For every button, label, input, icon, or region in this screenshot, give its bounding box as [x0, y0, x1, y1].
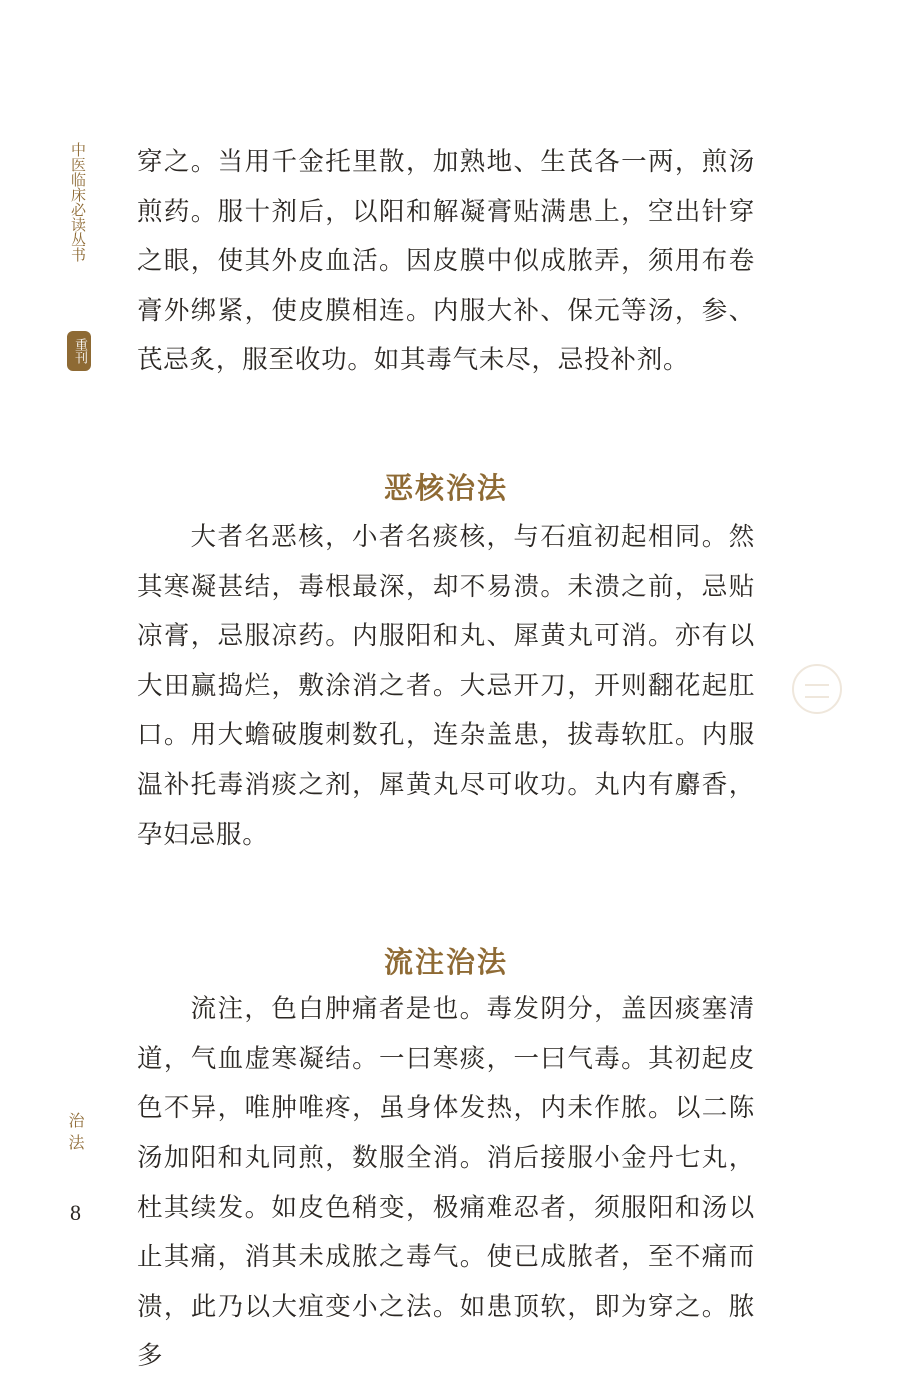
watermark-logo [792, 664, 842, 714]
intro-paragraph: 穿之。当用千金托里散，加熟地、生芪各一两，煎汤煎药。服十剂后，以阳和解凝膏贴满患上，空出针穿之眼，使其外皮血活。因皮膜中似成脓弄，须用布卷膏外绑紧，使皮膜相连。内服大补、保元等汤，参、芪忌炙，服至收功。如其毒气未尽，忌投补剂。 [137, 147, 755, 376]
section-side-label: 治法 [66, 1112, 85, 1156]
section-paragraph-2: 流注，色白肿痛者是也。毒发阴分，盖因痰塞清道，气血虚寒凝结。一曰寒痰，一曰气毒。其初起皮色不异，唯肿唯疼，虽身体发热，内未作脓。以二陈汤加阳和丸同煎，数服全消。消后接服小金丹七丸，杜其续发。如皮色稍变，极痛难忍者，须服阳和汤以止其痛，消其未成脓之毒气。使已成脓者，至不痛而溃，此乃以大疽变小之法。如患顶软，即为穿之。脓多 [137, 994, 755, 1372]
page-body [137, 138, 755, 1382]
section-heading-2: 流注治法 [383, 945, 508, 980]
page-number: 8 [70, 1200, 81, 1225]
section-paragraph-1: 大者名恶核，小者名痰核，与石疽初起相同。然其寒凝甚结，毒根最深，却不易溃。未溃之前，忌贴凉膏，忌服凉药。内服阳和丸、犀黄丸可消。亦有以大田赢捣烂，敷涂消之者。大忌开刀，开则翻花起肛口。用大蟾破腹刺数孔，连杂盖患，拔毒软肛。内服温补托毒消痰之剂，犀黄丸尽可收功。丸内有麝香，孕妇忌服。 [137, 521, 755, 850]
seal-badge: 重刊 [67, 331, 91, 371]
series-title: 中医临床必读丛书 [69, 142, 87, 262]
section-heading-1: 恶核治法 [383, 470, 508, 505]
